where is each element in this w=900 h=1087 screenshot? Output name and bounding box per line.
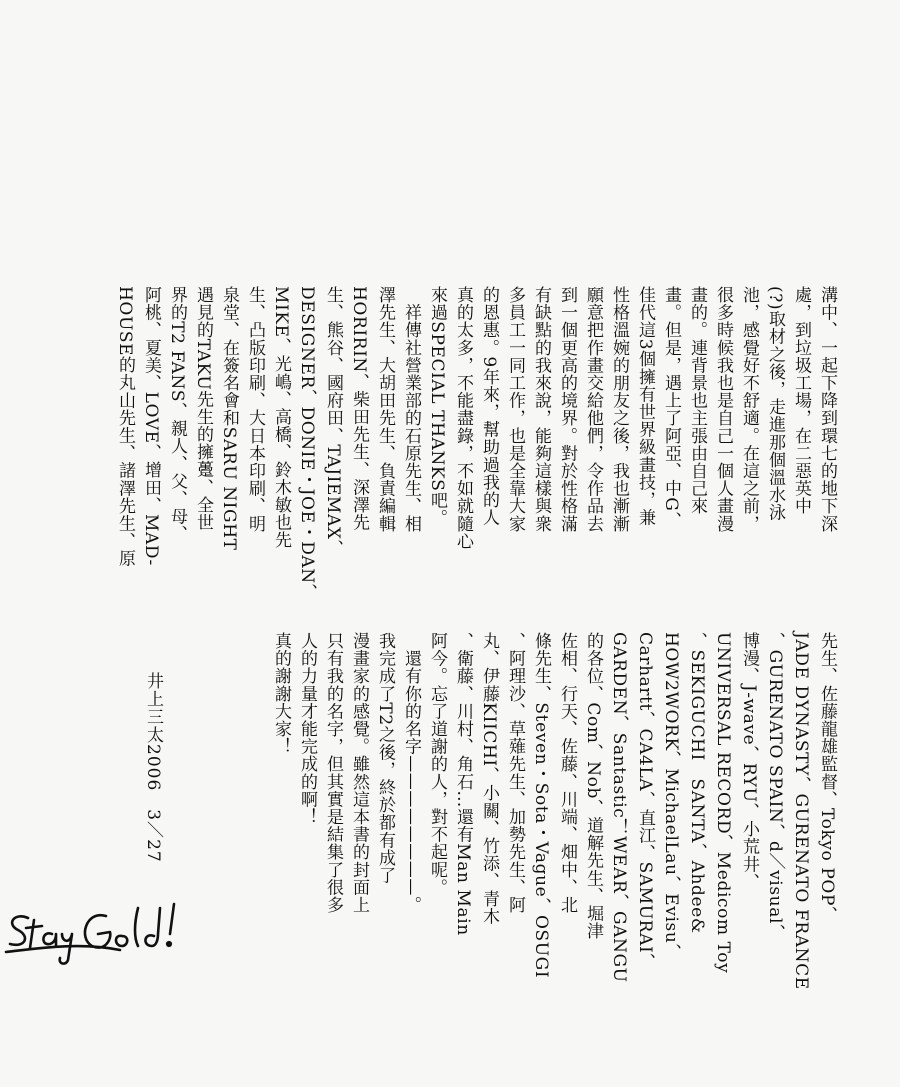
- text-line: 我完成了T2之後，終於都有成了: [375, 632, 395, 885]
- text-line: 博漫、J-wave、RYU、小荒井、: [739, 632, 759, 891]
- text-line: 溝中、一起下降到環七的地下深: [817, 286, 837, 533]
- text-line: GARDEN、Santastic！WEAR、GANGU: [609, 632, 629, 983]
- text-line: 生、凸版印刷、大日本印刷、明: [245, 286, 265, 533]
- text-line: 界的T2 FANS、親人、父、母、: [167, 286, 187, 543]
- text-line: 丸、伊藤KIICHI、小關、竹添、青木: [479, 632, 499, 926]
- text-line: 只有我的名字，但其實是結集了很多: [323, 632, 343, 914]
- text-line: 真的太多，不能盡錄，不如就隨心: [453, 286, 473, 550]
- text-line: 阿桃、夏美、LOVE、增田、MAD-: [141, 286, 161, 566]
- text-line: 遇見的TAKU先生的擁躉、全世: [193, 286, 213, 532]
- text-line: 澤先生、大胡田先生、負責編輯: [375, 286, 395, 533]
- main-text-block: [112, 286, 840, 616]
- text-line: HOUSE的丸山先生、諸澤先生、原: [115, 286, 135, 568]
- text-line: MIKE、光嶋、高橋、鈴木敏也先: [271, 286, 291, 549]
- text-line: 很多時候我也是自己一個人畫漫: [713, 286, 733, 533]
- text-line: 性格溫婉的朋友之後，我也漸漸: [609, 286, 629, 533]
- text-line: 漫畫家的感覺。雖然這本書的封面上: [349, 632, 369, 914]
- text-line: HOW2WORK、MichaelLau、Evisu、: [661, 632, 681, 962]
- text-line: (?)取材之後，走進那個溫水泳: [765, 286, 785, 522]
- text-line: 、阿理沙、草薙先生、加勢先生、阿: [505, 632, 525, 914]
- text-line: UNIVERSAL RECORD、Medicom Toy: [713, 632, 733, 974]
- text-line: 條先生、Steven・Sota・Vague、OSUGI: [531, 632, 551, 979]
- text-line: JADE DYNASTY、GURENATO FRANCE: [791, 632, 811, 990]
- handwritten-signature: [0, 890, 190, 970]
- text-line: Carhartt、CA4LA、直江、SAMURAI、: [635, 632, 655, 971]
- text-line: 真的謝謝大家！: [271, 632, 291, 756]
- text-line: 還有你的名字————————。: [401, 632, 421, 914]
- text-line: 多員工一同工作，也是全靠大家: [505, 286, 525, 533]
- text-line: 人的力量才能完成的啊！: [297, 632, 317, 826]
- text-line: 泉堂、在簽名會和SARU NIGHT: [219, 286, 239, 551]
- text-line: 處，到垃圾工場，在二惡英中: [791, 286, 811, 515]
- text-line: 有缺點的我來說，能夠這樣與衆: [531, 286, 551, 533]
- text-line: 先生、佐藤龍雄監督、Tokyo POP、: [817, 632, 837, 924]
- text-line: 阿今。忘了道謝的人，對不起呢。: [427, 632, 447, 896]
- text-line: 佐相、行天、佐藤、川端、畑中、北: [557, 632, 577, 914]
- text-line: 祥傳社營業部的石原先生、相: [401, 286, 421, 533]
- text-line: 生、熊谷、國府田、TAJIEMAX、: [323, 286, 343, 558]
- text-line: DESIGNER、DONIE・JOE・DAN、: [297, 286, 317, 602]
- text-line: 、衛藤、川村、角石…還有Man Main: [453, 632, 473, 936]
- text-line: 的恩惠。9年來，幫助過我的人: [479, 286, 499, 527]
- text-line: 畫。但是，遇上了阿亞、中G、: [661, 286, 681, 529]
- text-line: HORIRIN、柴田先生、深澤先: [349, 286, 369, 532]
- author-date-line: 井上三太2006 3＼27: [143, 672, 163, 863]
- text-line: 畫的。連背景也主張由自己來: [687, 286, 707, 515]
- text-line: 來過SPECIAL THANKS吧。: [427, 286, 447, 527]
- text-line: 到一個更高的境界。對於性格滿: [557, 286, 577, 533]
- text-line: 、GURENATO SPAIN、d＼visual、: [765, 632, 785, 942]
- text-line: 、SEKIGUCHI SANTA、Ahdee&: [687, 632, 707, 934]
- text-line: 願意把作畫交給他們，令作品去: [583, 286, 603, 533]
- text-line: 池，感覺好不舒適。在這之前，: [739, 286, 759, 533]
- text-line: 佳代這3個擁有世界級畫技，兼: [635, 286, 655, 527]
- thanks-text-block: [268, 632, 840, 992]
- text-line: 的各位、Com、Nob、道解先生、堀津: [583, 632, 603, 940]
